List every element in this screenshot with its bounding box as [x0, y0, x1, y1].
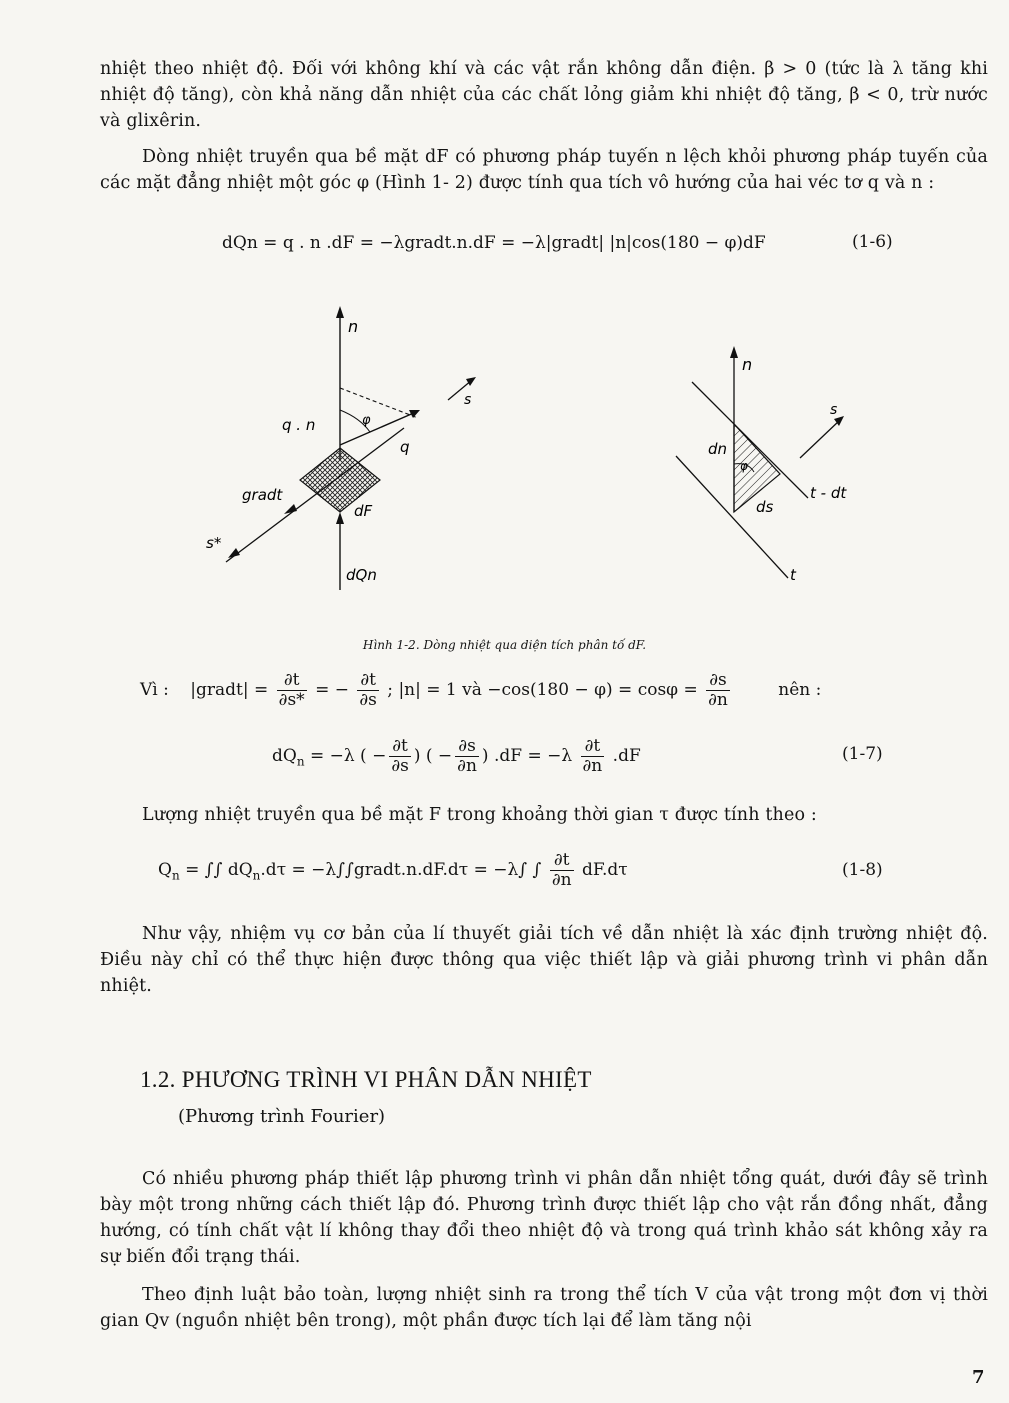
paragraph-6 — [100, 1282, 988, 1334]
nen-label: nên : — [778, 680, 822, 700]
relation-middle: |n| = 1 và −cos(180 − φ) = cosφ = — [398, 680, 698, 700]
label-s-right: s — [830, 402, 838, 418]
frac-dt-ds: $\frac{\partial t}{\partial s}$ — [359, 670, 377, 710]
paragraph-3: Lượng nhiệt truyền qua bề mặt F trong khoảng thời gian τ được tính theo : — [142, 805, 817, 825]
paragraph-5 — [100, 1166, 988, 1270]
frac-dt-dsstar: $\frac{\partial t}{\partial s*}$ — [278, 670, 305, 710]
label-phi-right: φ — [740, 459, 748, 473]
section-subheading: (Phương trình Fourier) — [178, 1106, 386, 1127]
label-ds: ds — [756, 498, 774, 516]
equation-1-6: dQn = q . n .dF = −λgradt.n.dF = −λ|gradt| |n|cos(180 − φ)dF — [222, 233, 766, 253]
equation-1-7-number: (1-7) — [842, 744, 883, 764]
vi-label: Vì : — [140, 680, 169, 700]
relation-line: Vì : |gradt| = $\frac{\partial t}{\partial s*}$ = − $\frac{\partial t}{\partial s}$ ; |n| = 1 và −cos(180 − φ) = cosφ = $\frac{\partial s}{\partial n}$ nên : — [140, 670, 822, 710]
figure-left-heat-flux — [190, 300, 510, 600]
label-s-left: s — [464, 392, 472, 408]
figure-caption: Hình 1-2. Dòng nhiệt qua diện tích phân tố dF. — [362, 638, 647, 652]
paragraph-6-text: Theo định luật bảo toàn, lượng nhiệt sinh ra trong thể tích V của vật trong một đơn vị thời gian Qv (nguồn nhiệt bên trong), một phần được tích lại để làm tăng nội — [100, 1285, 988, 1331]
paragraph-1: nhiệt theo nhiệt độ. Đối với không khí và các vật rắn không dẫn điện. β > 0 (tức là λ tăng khi nhiệt độ tăng), còn khả năng dẫn nhiệt của các chất lỏng giảm khi nhiệt độ tăng, β < 0, trừ nước và glixêrin. — [100, 59, 988, 131]
paragraph-2-text: Dòng nhiệt truyền qua bề mặt dF có phương pháp tuyến n lệch khỏi phương pháp tuyến của các mặt đẳng nhiệt một góc φ (Hình 1- 2) được tính qua tích vô hướng của hai véc tơ q và n : — [100, 147, 988, 193]
label-dF: dF — [354, 502, 373, 520]
label-n-right: n — [742, 355, 753, 374]
paragraph-5-text: Có nhiều phương pháp thiết lập phương trình vi phân dẫn nhiệt tổng quát, dưới đây sẽ trình bày một trong những cách thiết lập đó. Phương trình được thiết lập cho vật rắn đồng nhất, đẳng hướng, có tính chất vật lí không thay đổi theo nhiệt độ và trong quá trình khảo sát không xảy ra sự biến đổi trạng thái. — [100, 1169, 988, 1267]
label-phi-left: φ — [362, 413, 371, 428]
label-dn: dn — [708, 440, 728, 458]
label-q: q — [400, 438, 410, 456]
paragraph-4-text: Như vậy, nhiệm vụ cơ bản của lí thuyết giải tích về dẫn nhiệt là xác định trường nhiệt độ. Điều này chỉ có thể thực hiện được thông qua việc thiết lập và giải phương trình vi phân dẫn nhiệt. — [100, 924, 988, 996]
label-qn: q . n — [282, 416, 316, 434]
figure-right-isotherms — [660, 340, 890, 590]
frac-ds-dn: $\frac{\partial s}{\partial n}$ — [708, 670, 728, 710]
gradt-abs: gradt — [196, 680, 243, 700]
equation-1-6-number: (1-6) — [852, 232, 893, 252]
label-n-left: n — [348, 317, 359, 336]
label-s-star: s* — [206, 534, 222, 552]
paragraph-2 — [100, 144, 988, 196]
paragraph-4 — [100, 921, 988, 999]
label-t: t — [790, 566, 796, 584]
equation-1-8: $Q_n$ = ∫∫ $dQ_n.d\tau$ = −λ∫∫gradt.n.dF.dτ = −λ∫ ∫ $\frac{\partial t}{\partial n}$ dF.dτ — [158, 850, 628, 890]
equation-1-7: $dQ_n = -\lambda$ ( − $\frac{\partial t}{\partial s}$ ) ( − $\frac{\partial s}{\partial n}$ ) .dF = −λ $\frac{\partial t}{\partial n}$ .dF — [272, 736, 641, 776]
section-heading: 1.2. PHƯƠNG TRÌNH VI PHÂN DẪN NHIỆT — [140, 1067, 592, 1092]
page-number: 7 — [972, 1367, 985, 1388]
equation-1-8-number: (1-8) — [842, 860, 883, 880]
label-dQn: dQn — [346, 566, 377, 584]
label-t-dt: t - dt — [810, 484, 847, 502]
label-gradt: gradt — [242, 486, 283, 504]
